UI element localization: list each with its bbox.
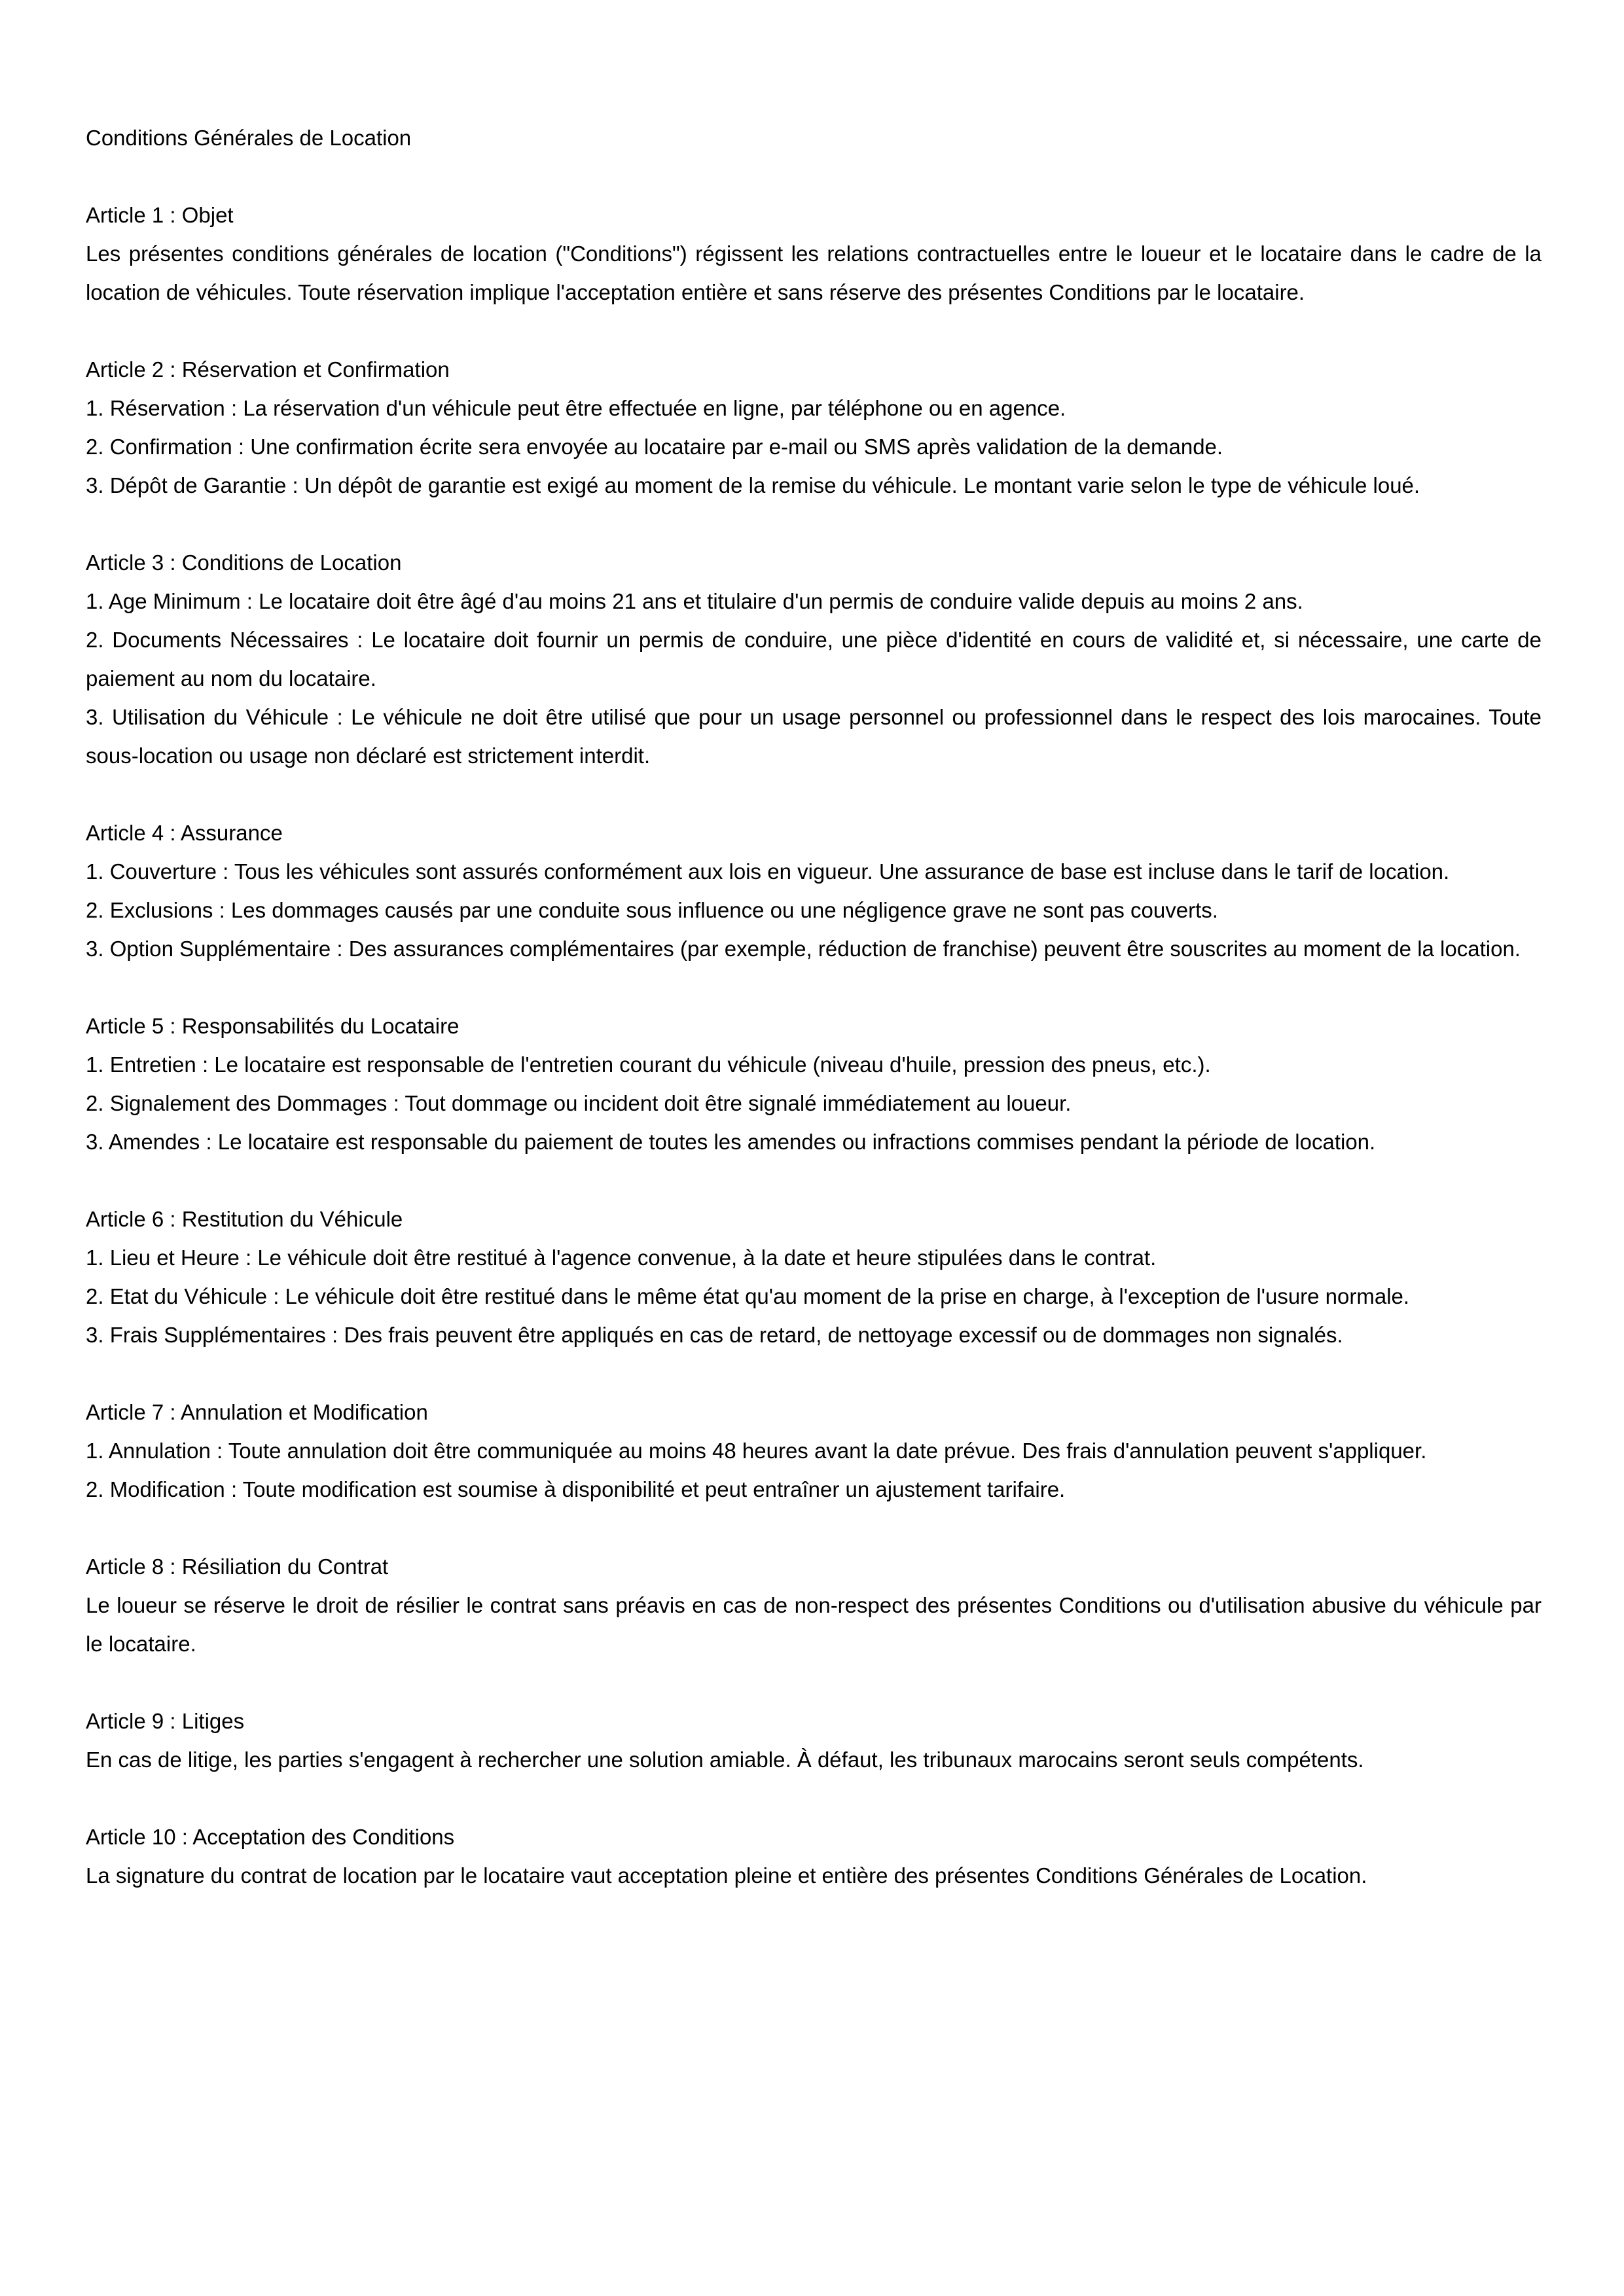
article-paragraph: Le loueur se réserve le droit de résilier le contrat sans préavis en cas de non-respect des présentes Conditions ou d'utilisation abusive du véhicule par le locataire.	[86, 1593, 1542, 1656]
document-page	[86, 118, 1542, 1895]
article-7	[86, 1393, 1542, 1509]
article-heading: Article 1 : Objet	[86, 203, 234, 227]
article-clause: 2. Confirmation : Une confirmation écrite sera envoyée au locataire par e-mail ou SMS après validation de la demande.	[86, 435, 1223, 459]
article-paragraph: En cas de litige, les parties s'engagent à rechercher une solution amiable. À défaut, les tribunaux marocains seront seuls compétents.	[86, 1748, 1364, 1772]
article-heading: Article 3 : Conditions de Location	[86, 550, 402, 575]
article-clause: 3. Frais Supplémentaires : Des frais peuvent être appliqués en cas de retard, de nettoyage excessif ou de dommages non signalés.	[86, 1323, 1343, 1347]
article-clause: 2. Modification : Toute modification est soumise à disponibilité et peut entraîner un ajustement tarifaire.	[86, 1477, 1066, 1501]
article-clause: 3. Amendes : Le locataire est responsable du paiement de toutes les amendes ou infractions commises pendant la période de location.	[86, 1130, 1376, 1154]
article-8	[86, 1547, 1542, 1663]
article-heading: Article 10 : Acceptation des Conditions	[86, 1825, 455, 1849]
article-heading: Article 6 : Restitution du Véhicule	[86, 1207, 403, 1231]
article-clause: 3. Dépôt de Garantie : Un dépôt de garantie est exigé au moment de la remise du véhicule. Le montant varie selon le type de véhicule loué.	[86, 473, 1420, 497]
article-clause: 2. Exclusions : Les dommages causés par une conduite sous influence ou une négligence grave ne sont pas couverts.	[86, 898, 1218, 922]
article-paragraph: La signature du contrat de location par le locataire vaut acceptation pleine et entière des présentes Conditions Générales de Location.	[86, 1863, 1367, 1888]
article-clause: 2. Signalement des Dommages : Tout dommage ou incident doit être signalé immédiatement au loueur.	[86, 1091, 1072, 1115]
article-clause: 1. Lieu et Heure : Le véhicule doit être restitué à l'agence convenue, à la date et heure stipulées dans le contrat.	[86, 1246, 1157, 1270]
article-heading: Article 4 : Assurance	[86, 821, 283, 845]
article-6	[86, 1200, 1542, 1354]
article-heading: Article 7 : Annulation et Modification	[86, 1400, 428, 1424]
article-5	[86, 1007, 1542, 1161]
article-1	[86, 196, 1542, 312]
article-heading: Article 9 : Litiges	[86, 1709, 245, 1733]
article-clause: 3. Option Supplémentaire : Des assurances complémentaires (par exemple, réduction de franchise) peuvent être souscrites au moment de la location.	[86, 937, 1521, 961]
article-clause: 1. Entretien : Le locataire est responsable de l'entretien courant du véhicule (niveau d'huile, pression des pneus, etc.).	[86, 1052, 1211, 1077]
article-clause: 1. Annulation : Toute annulation doit être communiquée au moins 48 heures avant la date prévue. Des frais d'annulation peuvent s'appliquer.	[86, 1439, 1427, 1463]
document-title: Conditions Générales de Location	[86, 126, 412, 150]
article-heading: Article 8 : Résiliation du Contrat	[86, 1554, 389, 1579]
article-heading: Article 2 : Réservation et Confirmation	[86, 357, 450, 382]
article-2	[86, 350, 1542, 505]
article-paragraph: Les présentes conditions générales de location ("Conditions") régissent les relations contractuelles entre le loueur et le locataire dans le cadre de la location de véhicules. Toute réservation implique l'acceptation entière et sans réserve des présentes Conditions par le locataire.	[86, 242, 1542, 304]
article-clause: 1. Réservation : La réservation d'un véhicule peut être effectuée en ligne, par téléphone ou en agence.	[86, 396, 1066, 420]
article-4	[86, 814, 1542, 968]
article-3	[86, 543, 1542, 775]
article-clause: 1. Couverture : Tous les véhicules sont assurés conformément aux lois en vigueur. Une assurance de base est incluse dans le tarif de location.	[86, 859, 1450, 884]
article-clause: 1. Age Minimum : Le locataire doit être âgé d'au moins 21 ans et titulaire d'un permis de conduire valide depuis au moins 2 ans.	[86, 589, 1303, 613]
article-clause: 3. Utilisation du Véhicule : Le véhicule ne doit être utilisé que pour un usage personnel ou professionnel dans le respect des lois marocaines. Toute sous-location ou usage non déclaré est strictement interdit.	[86, 705, 1542, 768]
article-clause: 2. Etat du Véhicule : Le véhicule doit être restitué dans le même état qu'au moment de la prise en charge, à l'exception de l'usure normale.	[86, 1284, 1410, 1308]
article-heading: Article 5 : Responsabilités du Locataire	[86, 1014, 460, 1038]
article-clause: 2. Documents Nécessaires : Le locataire doit fournir un permis de conduire, une pièce d'identité en cours de validité et, si nécessaire, une carte de paiement au nom du locataire.	[86, 628, 1542, 691]
article-10	[86, 1818, 1542, 1895]
article-9	[86, 1702, 1542, 1779]
